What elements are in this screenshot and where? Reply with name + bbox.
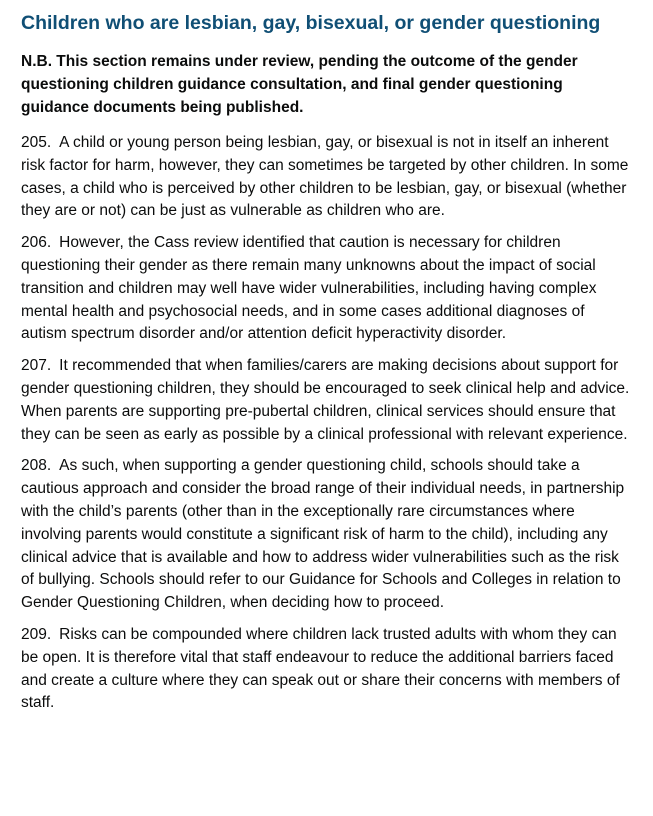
- paragraph-208: [21, 455, 633, 615]
- paragraph-number: 205.: [21, 134, 52, 151]
- document-page: [21, 10, 633, 724]
- paragraph-text: A child or young person being lesbian, gay, or bisexual is not in itself an inherent risk factor for harm, however, they can sometimes be targeted by other children. In some cases, a child who is perceived by other children to be lesbian, gay, or bisexual (whether they are or not) can be just as vulnerable as children who are.: [21, 134, 629, 220]
- paragraph-number: 208.: [21, 457, 52, 475]
- paragraph-text: However, the Cass review identified that caution is necessary for children questioning their gender as there remain many unknowns about the impact of social transition and children may well have wider vulnerabilities, including having complex mental health and psychosocial needs, and in some cases additional diagnoses of autism spectrum disorder and/or attention deficit hyperactivity disorder.: [21, 234, 597, 343]
- paragraph-207: [21, 355, 633, 446]
- paragraph-text: It recommended that when families/carers are making decisions about support for gender questioning children, they should be encouraged to seek clinical help and advice. When parents are supporting pre-pubertal children, clinical services should ensure that they can be seen as early as possible by a clinical professional with relevant experience.: [21, 357, 630, 443]
- paragraph-number: 209.: [21, 625, 52, 643]
- paragraph-number: 206.: [21, 234, 52, 252]
- paragraph-209: [21, 624, 633, 715]
- paragraph-205: [21, 132, 633, 223]
- paragraph-number: 207.: [21, 357, 52, 375]
- paragraph-text: As such, when supporting a gender questioning child, schools should take a cautious approach and consider the broad range of their individual needs, in partnership with the child’s parents (other than in the exceptionally rare circumstances where involving parents would constitute a significant risk of harm to the child), including any clinical advice that is available and how to address wider vulnerabilities such as the risk of bullying. Schools should refer to our Guidance for Schools and Colleges in relation to Gender Questioning Children, when deciding how to proceed.: [21, 457, 625, 612]
- paragraph-text: Risks can be compounded where children lack trusted adults with whom they can be open. It is therefore vital that staff endeavour to reduce the additional barriers faced and create a culture where they can speak out or share their concerns with members of staff.: [21, 625, 620, 712]
- paragraph-206: [21, 232, 633, 346]
- section-heading: Children who are lesbian, gay, bisexual, or gender questioning: [21, 12, 601, 34]
- review-note: N.B. This section remains under review, pending the outcome of the gender questioning children guidance consultation, and final gender questioning guidance documents being published.: [21, 53, 578, 116]
